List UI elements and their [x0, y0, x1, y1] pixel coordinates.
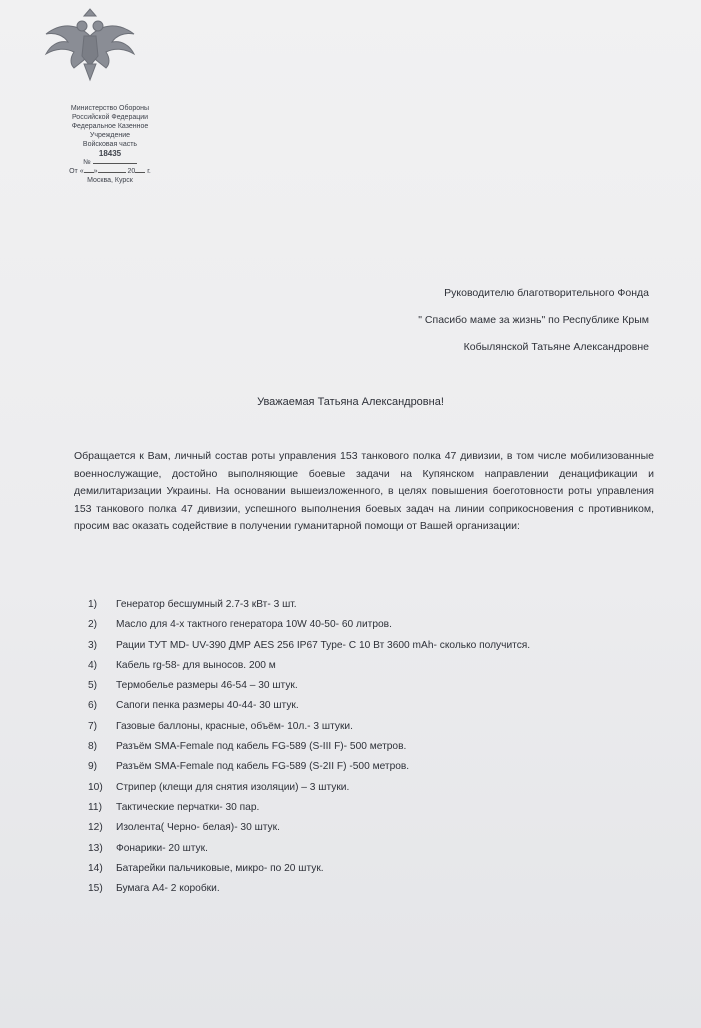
list-item	[88, 717, 648, 737]
item-number: 9)	[88, 761, 98, 773]
addressee-block	[418, 280, 649, 361]
item-text: Термобелье размеры 46-54 – 30 штук.	[116, 680, 298, 692]
item-number: 12)	[88, 822, 103, 834]
addressee-position: Руководителю благотворительного Фонда	[444, 287, 649, 299]
item-text: Стрипер (клещи для снятия изоляции) – 3 штуки.	[116, 781, 350, 793]
stamp-number-prefix: №	[83, 159, 91, 166]
item-text: Фонарики- 20 штук.	[116, 842, 208, 854]
stamp-number-line	[30, 158, 190, 167]
stamp-line: Министерство Обороны	[70, 105, 150, 112]
stamp-line: Федеральное Казенное	[71, 123, 149, 130]
item-text: Батарейки пальчиковые, микро- по 20 штук.	[116, 862, 324, 874]
list-item	[88, 839, 648, 859]
item-number: 2)	[88, 619, 98, 631]
list-item	[88, 615, 648, 635]
item-number: 1)	[88, 599, 98, 610]
list-item	[88, 757, 648, 777]
item-text: Газовые баллоны, красные, объём- 10л.- 3 штуки.	[116, 720, 353, 732]
list-item	[88, 818, 648, 838]
greeting: Уважаемая Татьяна Александровна!	[257, 396, 444, 408]
item-text: Сапоги пенка размеры 40-44- 30 штук.	[116, 700, 299, 712]
official-stamp-header	[30, 104, 190, 185]
stamp-date-prefix: От «	[69, 168, 84, 175]
stamp-month-blank	[98, 172, 126, 173]
list-item	[88, 798, 648, 818]
item-number: 15)	[88, 883, 103, 895]
addressee-organization: " Спасибо маме за жизнь" по Республике Крым	[418, 314, 649, 326]
stamp-unit-number: 18435	[98, 149, 122, 158]
list-item	[88, 696, 648, 716]
stamp-line: Российской Федерации	[71, 114, 149, 121]
addressee-name: Кобылянской Татьяне Александровне	[463, 341, 649, 353]
item-number: 3)	[88, 639, 98, 651]
item-number: 6)	[88, 700, 98, 712]
item-text: Разъём SMA-Female под кабель FG-589 (S-2II F) -500 метров.	[116, 761, 410, 773]
item-number: 7)	[88, 720, 98, 732]
list-item	[88, 636, 648, 656]
double-headed-eagle-emblem	[40, 6, 140, 82]
stamp-date-line: От « » 20 г.	[69, 168, 151, 175]
letter-body: Обращается к Вам, личный состав роты управления 153 танкового полка 47 дивизии, в том числе мобилизованные военнослужащие, достойно выполняющие боевые задачи на Купянском направлении денацификации и демилитаризации Украины. На основании вышеизложенного, в целях повышения боеготовности роты управления 153 танкового полка 47 дивизии, успешного выполнения боевых задач на линии соприкосновения с противником, просим вас оказать содействие в получении гуманитарной помощи от Вашей организации:	[74, 450, 654, 533]
stamp-date-end: г.	[147, 168, 151, 175]
list-item	[88, 879, 648, 899]
item-text: Тактические перчатки- 30 пар.	[116, 801, 260, 813]
list-item	[88, 778, 648, 798]
list-item	[88, 595, 648, 615]
list-item	[88, 859, 648, 879]
item-text: Рации ТУТ MD- UV-390 ДМР AES 256 IP67 Type- C 10 Вт 3600 mAh- сколько получится.	[116, 639, 531, 651]
item-text: Бумага А4- 2 коробки.	[116, 883, 220, 895]
item-number: 4)	[88, 659, 98, 671]
item-number: 11)	[88, 801, 102, 813]
list-item	[88, 737, 648, 757]
item-text: Кабель rg-58- для выносов. 200 м	[116, 659, 276, 671]
item-number: 10)	[88, 781, 103, 793]
item-text: Масло для 4-х тактного генератора 10W 40-50- 60 литров.	[116, 619, 392, 631]
stamp-year-prefix: 20	[127, 168, 136, 175]
item-number: 13)	[88, 842, 103, 854]
request-list	[88, 595, 648, 899]
item-text: Генератор бесшумный 2.7-3 кВт- 3 шт.	[116, 599, 297, 610]
list-item	[88, 676, 648, 696]
item-number: 5)	[88, 680, 98, 692]
stamp-line: Войсковая часть	[82, 141, 138, 148]
stamp-day-blank	[84, 172, 94, 173]
stamp-line: Учреждение	[89, 132, 131, 139]
stamp-place: Москва, Курск	[87, 177, 133, 184]
item-text: Изолента( Черно- белая)- 30 штук.	[116, 822, 280, 834]
stamp-number-blank	[93, 163, 137, 164]
item-number: 8)	[88, 741, 98, 753]
item-text: Разъём SMA-Female под кабель FG-589 (S-III F)- 500 метров.	[116, 741, 407, 753]
item-number: 14)	[88, 862, 103, 874]
stamp-year-blank	[135, 172, 145, 173]
list-item	[88, 656, 648, 676]
